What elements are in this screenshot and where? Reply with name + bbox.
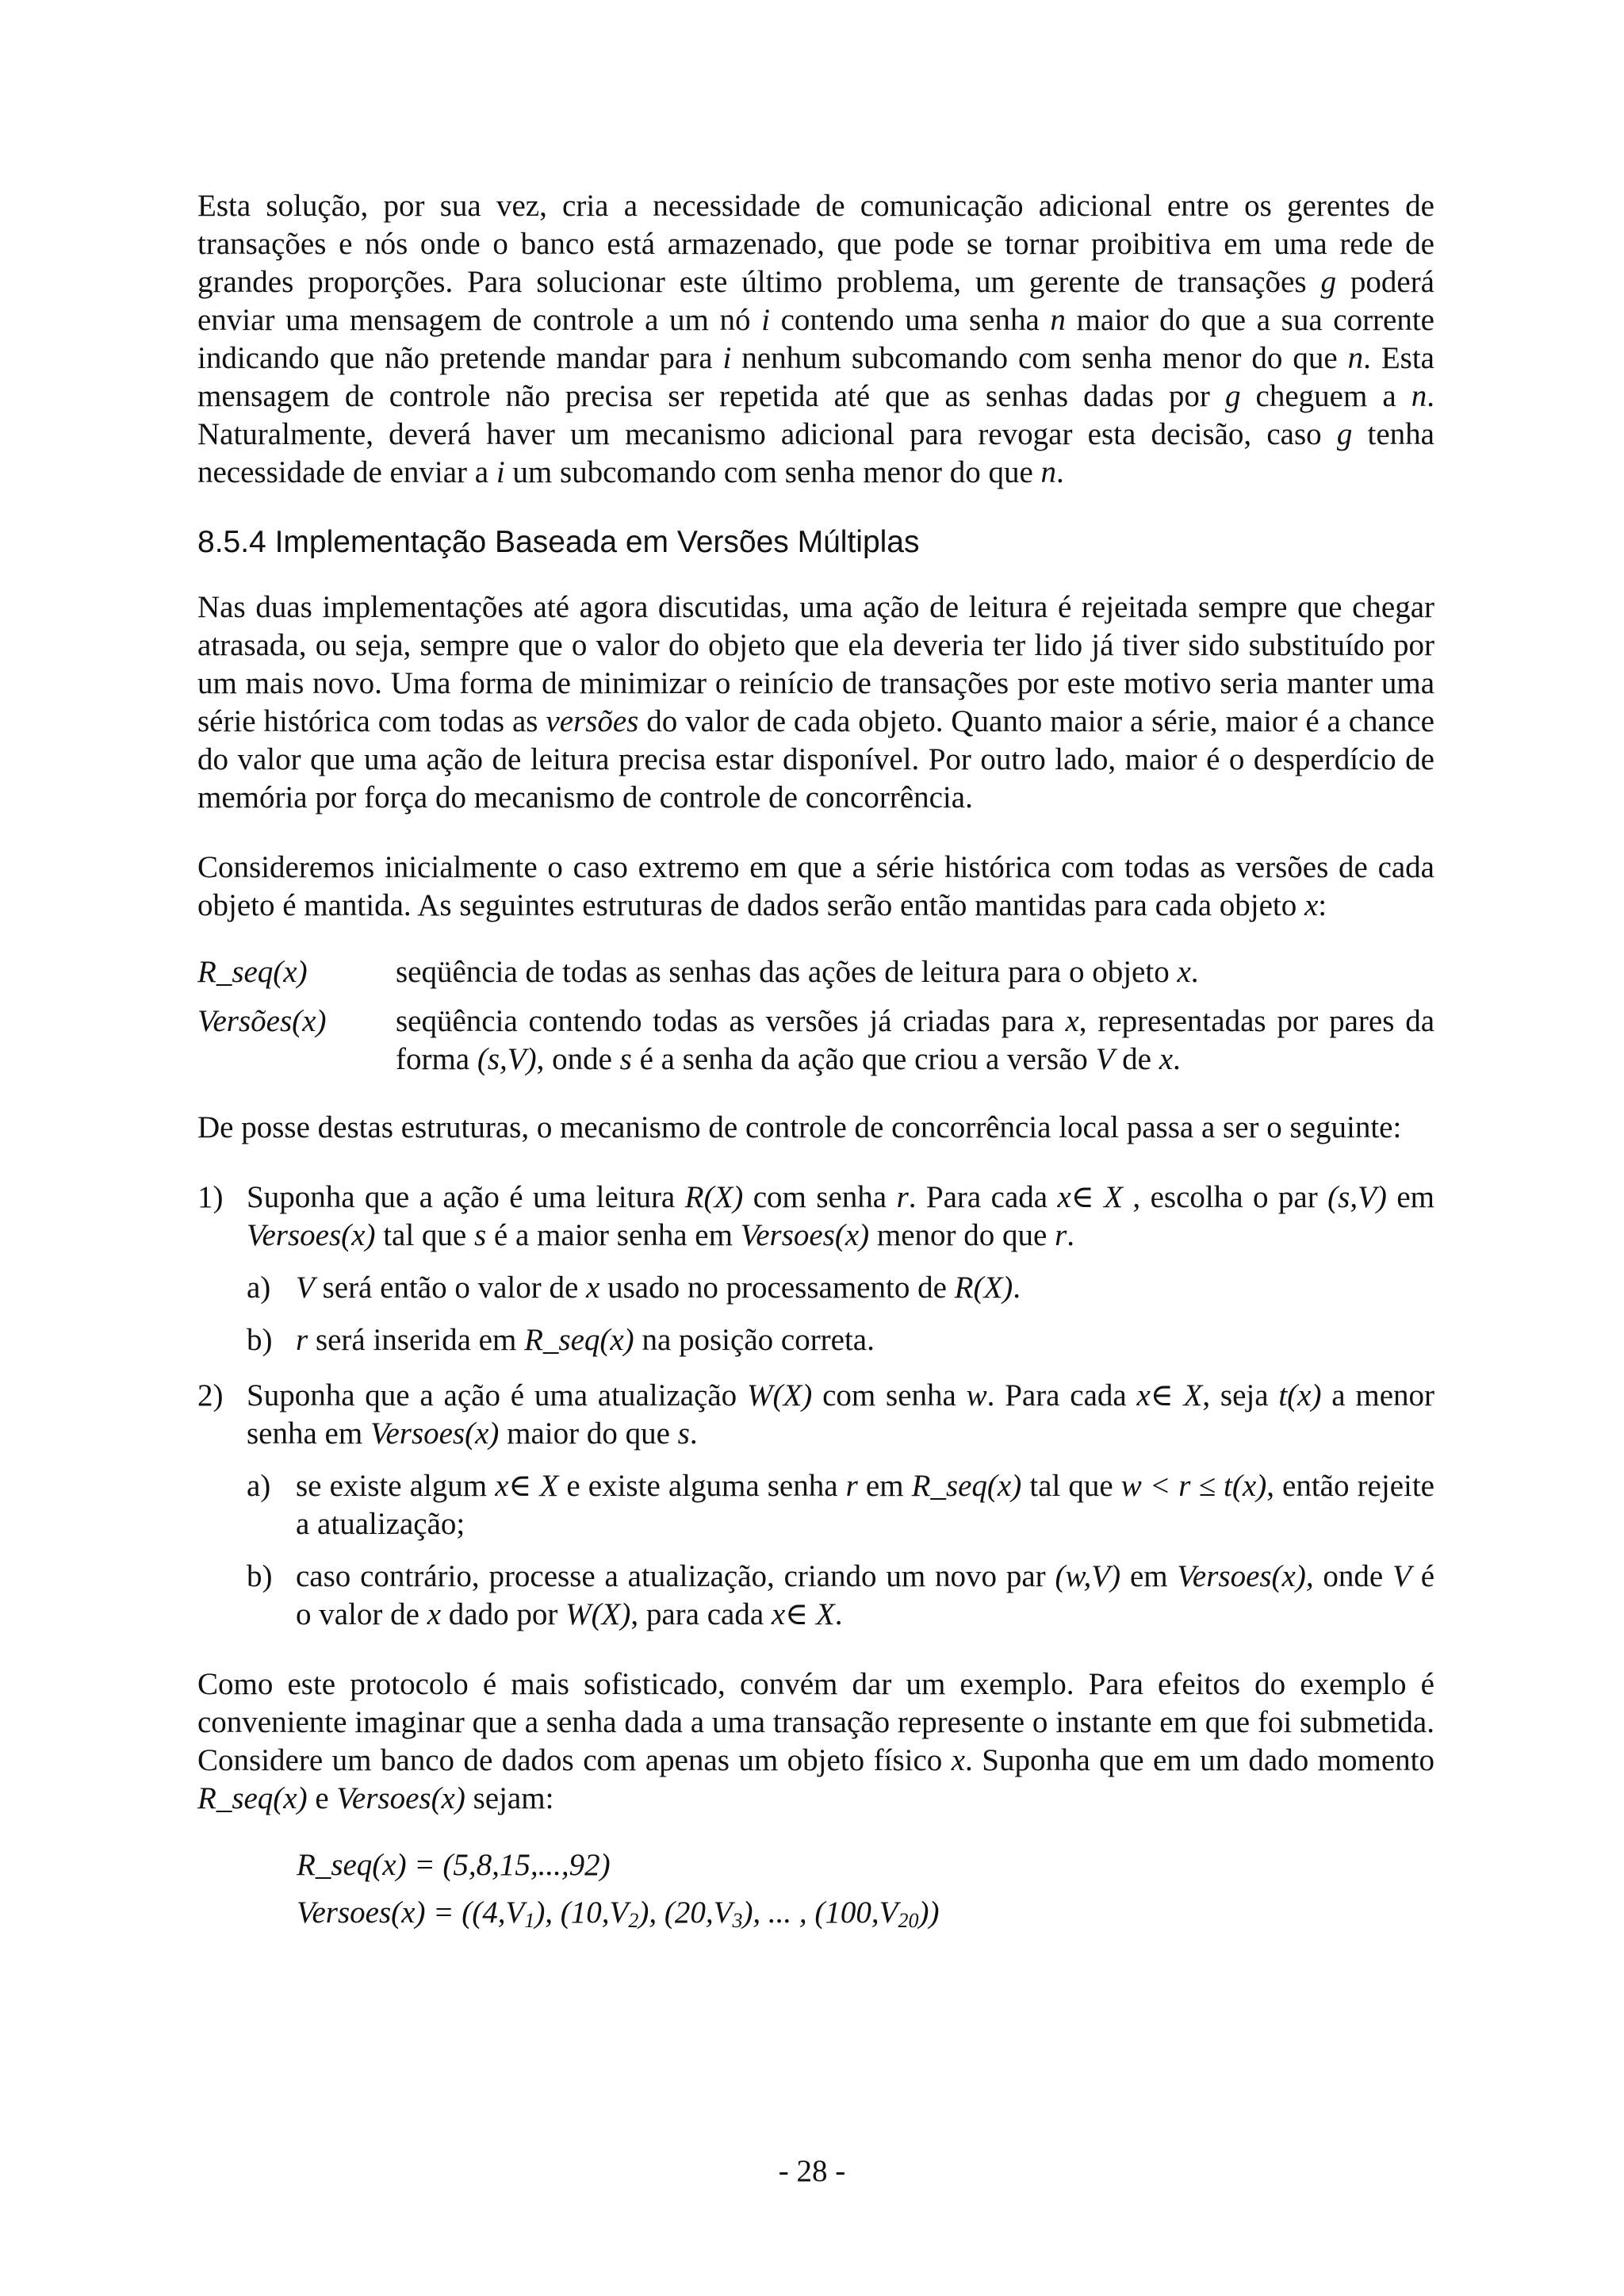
var-r: r <box>896 1180 909 1214</box>
definition-list <box>197 953 1434 1079</box>
sub-item-label: b) <box>247 1559 273 1593</box>
text: , escolha o par <box>1123 1180 1328 1214</box>
list-item-1 <box>197 1179 1434 1359</box>
sub-item-text <box>296 1321 1434 1359</box>
var-i: i <box>722 341 732 375</box>
var-x: x <box>586 1271 600 1305</box>
text: dado por <box>441 1597 566 1631</box>
text: Suponha que a ação é uma atualização <box>247 1378 747 1412</box>
text: . <box>1190 955 1199 989</box>
item-number: 1) <box>197 1180 224 1214</box>
expr: w < r ≤ t(x) <box>1120 1469 1267 1503</box>
var-v: V <box>1392 1559 1411 1593</box>
definition-rseq <box>197 953 1434 991</box>
text: de <box>1114 1042 1159 1076</box>
subscript: 2 <box>628 1909 639 1932</box>
page-body <box>197 187 1434 1941</box>
page-number: - 28 - <box>778 2154 846 2188</box>
list-item-2 <box>197 1377 1434 1634</box>
formula-versoes <box>297 1894 1434 1932</box>
text: a menor senha em <box>247 1378 1434 1451</box>
text: tal que <box>375 1218 474 1252</box>
text: usado no processamento de <box>599 1271 955 1305</box>
text: , seja <box>1202 1378 1279 1412</box>
text: onde <box>1313 1559 1393 1593</box>
item-text <box>247 1377 1434 1453</box>
text: em <box>1120 1559 1178 1593</box>
expr: W(X) <box>746 1378 813 1412</box>
text: será então o valor de <box>314 1271 587 1305</box>
text: , representadas por pares da forma <box>396 1004 1434 1076</box>
text: ), ... , (100,V <box>742 1895 898 1930</box>
text: . <box>1013 1271 1021 1305</box>
text: seqüência contendo todas as versões já criadas para <box>396 1004 1066 1038</box>
text: é a maior senha em <box>486 1218 741 1252</box>
var-s: s <box>473 1218 487 1252</box>
var-x: x <box>1177 955 1191 989</box>
var-v: V <box>296 1271 315 1305</box>
expr: R(X) <box>954 1271 1013 1305</box>
var-x: x <box>951 1743 966 1777</box>
expr: R_seq(x) <box>197 1781 308 1815</box>
var-s: s <box>619 1042 632 1076</box>
sub-item-label: b) <box>247 1323 273 1357</box>
var-n: n <box>1040 455 1057 489</box>
var-r: r <box>296 1323 308 1357</box>
var-r: r <box>1055 1218 1067 1252</box>
definition-description <box>396 953 1434 991</box>
pair-sv: (s,V) <box>477 1042 537 1076</box>
text: . <box>1173 1042 1181 1076</box>
sub-item-b <box>247 1321 1434 1359</box>
text: maior do que a sua corrente indicando que não pretende mandar para <box>197 303 1434 375</box>
var-i: i <box>496 455 505 489</box>
text: contendo uma senha <box>769 303 1051 337</box>
var-g: g <box>1336 417 1353 451</box>
var-w: w <box>966 1378 987 1412</box>
section-heading: 8.5.4 Implementação Baseada em Versões Múltiplas <box>197 525 920 559</box>
var-x: x <box>1304 888 1319 922</box>
expr: R_seq(x) <box>524 1323 634 1357</box>
text: Consideremos inicialmente o caso extremo em que a série histórica com todas as versões de cada objeto é mantida. As seguintes estruturas de dados serão então mantidas para cada objeto <box>197 850 1434 922</box>
text: , para cada <box>630 1597 772 1631</box>
var-r: r <box>845 1469 858 1503</box>
text: ), (10,V <box>534 1895 629 1930</box>
sub-item-text <box>296 1467 1434 1543</box>
sub-item-label: a) <box>247 1271 271 1305</box>
sub-item-text <box>296 1558 1434 1634</box>
expr: R(X) <box>684 1180 744 1214</box>
text: com senha <box>743 1180 897 1214</box>
text: . Para cada <box>908 1180 1058 1214</box>
paragraph-versions <box>197 588 1434 817</box>
subscript: 3 <box>732 1909 743 1932</box>
expr: x∈ X <box>771 1597 835 1631</box>
subscript: 20 <box>898 1909 919 1932</box>
var-n: n <box>1347 341 1364 375</box>
text: nenhum subcomando com senha menor do que <box>731 341 1348 375</box>
text: e existe alguma senha <box>558 1469 846 1503</box>
text: . Suponha que em um dado momento <box>965 1743 1434 1777</box>
paragraph-structures <box>197 849 1434 925</box>
sub-item-b <box>247 1558 1434 1634</box>
paragraph-intro <box>197 187 1434 492</box>
item-body <box>247 1179 1434 1359</box>
var-n: n <box>1411 379 1427 413</box>
text: Esta solução, por sua vez, cria a necessidade de comunicação adicional entre os gerentes de transações e nós onde o banco está armazenado, que pode se tornar proibitiva em uma rede de grandes proporções. Para solucionar este último problema, um gerente de transações <box>197 189 1434 299</box>
paragraph-mechanism: De posse destas estruturas, o mecanismo de controle de concorrência local passa a ser o seguinte: <box>197 1110 1402 1144</box>
text: e <box>307 1781 337 1815</box>
text: . <box>1067 1218 1075 1252</box>
text: na posição correta. <box>634 1323 875 1357</box>
text: do valor de cada objeto. Quanto maior a série, maior é a chance do valor que uma ação de leitura precisa estar disponível. Por outro lado, maior é o desperdício de memória por força do mecanismo de controle de concorrência. <box>197 704 1434 815</box>
text: cheguem a <box>1240 379 1411 413</box>
expr: W(X) <box>565 1597 631 1631</box>
text: é o valor de <box>296 1559 1435 1631</box>
var-g: g <box>1320 265 1336 299</box>
var-v: V <box>1095 1042 1115 1076</box>
var-x: x <box>1159 1042 1174 1076</box>
item-number: 2) <box>197 1378 224 1412</box>
text: poderá enviar uma mensagem de controle a um nó <box>197 265 1434 337</box>
text: ), (20,V <box>638 1895 733 1930</box>
sub-item-a <box>247 1467 1434 1543</box>
definition-versoes <box>197 1002 1434 1079</box>
expr: Versoes(x), <box>1177 1559 1314 1593</box>
definition-description <box>396 1002 1434 1079</box>
text: tenha necessidade de enviar a <box>197 417 1434 489</box>
text: em <box>857 1469 912 1503</box>
text: é a senha da ação que criou a versão <box>631 1042 1096 1076</box>
text: maior do que <box>499 1416 678 1451</box>
text: Suponha que a ação é uma leitura <box>247 1180 685 1214</box>
expr: Versoes(x) <box>336 1781 465 1815</box>
definition-term: Versões(x) <box>197 1004 327 1038</box>
text: Versoes(x) = ((4,V <box>297 1895 525 1930</box>
text: seqüência de todas as senhas das ações de leitura para o objeto <box>396 955 1178 989</box>
text: Nas duas implementações até agora discutidas, uma ação de leitura é rejeitada sempre que chegar atrasada, ou seja, sempre que o valor do objeto que ela deveria ter lido já tiver sido substituído por um mais novo. Uma forma de minimizar o reinício de transações por este motivo seria manter uma série histórica com todas as <box>197 590 1434 738</box>
expr: x∈ X <box>495 1469 559 1503</box>
expr: R_seq(x) <box>911 1469 1022 1503</box>
text: Como este protocolo é mais sofisticado, convém dar um exemplo. Para efeitos do exemplo é conveniente imaginar que a senha dada a uma transação represente o instante em que foi submetida. Considere um banco de dados com apenas um objeto físico <box>197 1667 1434 1777</box>
sub-item-label: a) <box>247 1469 271 1503</box>
item-text <box>247 1179 1434 1255</box>
text: . <box>1056 455 1064 489</box>
var-x: x <box>427 1597 442 1631</box>
text: . <box>689 1416 698 1451</box>
expr: (w,V) <box>1055 1559 1121 1593</box>
var-i: i <box>761 303 770 337</box>
pair-sv: (s,V) <box>1327 1180 1387 1214</box>
expr: x∈ X <box>1136 1378 1203 1412</box>
item-body <box>247 1377 1434 1634</box>
var-s: s <box>677 1416 690 1451</box>
text: caso contrário, processe a atualização, criando um novo par <box>296 1559 1055 1593</box>
text: tal que <box>1021 1469 1121 1503</box>
expr: Versoes(x) <box>370 1416 500 1451</box>
var-x: x <box>1065 1004 1079 1038</box>
sub-item-text <box>296 1269 1434 1307</box>
text: . <box>834 1597 843 1631</box>
text: será inserida em <box>308 1323 525 1357</box>
paragraph-example <box>197 1665 1434 1818</box>
text: : <box>1318 888 1327 922</box>
expr: x∈ X <box>1057 1180 1123 1214</box>
text: )) <box>918 1895 940 1930</box>
expr: Versoes(x) <box>740 1218 870 1252</box>
expr: t(x) <box>1278 1378 1322 1412</box>
text: . Naturalmente, deverá haver um mecanismo adicional para revogar esta decisão, caso <box>197 379 1434 451</box>
numbered-list <box>197 1179 1434 1634</box>
text: , então rejeite a atualização; <box>296 1469 1434 1541</box>
formula-rseq: R_seq(x) = (5,8,15,...,92) <box>297 1848 611 1882</box>
text: um subcomando com senha menor do que <box>504 455 1041 489</box>
term-versoes: versões <box>546 704 639 738</box>
sub-item-a <box>247 1269 1434 1307</box>
text: . Esta mensagem de controle não precisa ser repetida até que as senhas dadas por <box>197 341 1434 413</box>
text: . Para cada <box>986 1378 1137 1412</box>
example-formulas <box>297 1846 1434 1932</box>
var-n: n <box>1050 303 1066 337</box>
text: com senha <box>812 1378 967 1412</box>
text: sejam: <box>465 1781 554 1815</box>
text: se existe algum <box>296 1469 496 1503</box>
var-g: g <box>1224 379 1241 413</box>
subscript: 1 <box>524 1909 535 1932</box>
definition-term: R_seq(x) <box>197 955 308 989</box>
expr: Versoes(x) <box>247 1218 376 1252</box>
text: em <box>1386 1180 1434 1214</box>
text: , onde <box>536 1042 620 1076</box>
text: menor do que <box>869 1218 1055 1252</box>
